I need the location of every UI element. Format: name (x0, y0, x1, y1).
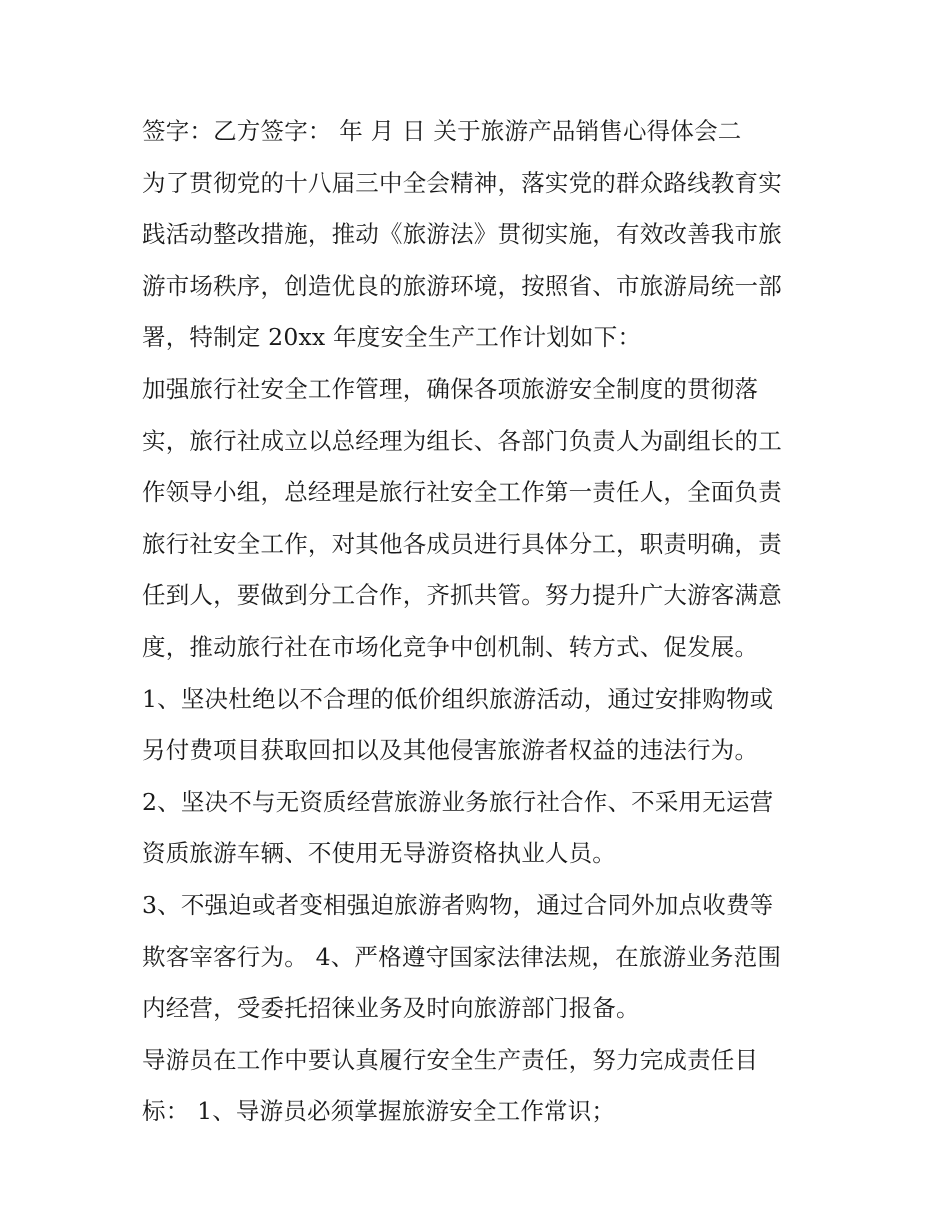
text-line: 导游员在工作中要认真履行安全生产责任，努力完成责任目 (142, 1045, 759, 1074)
text-line: 资质旅游车辆、不使用无导游资格执业人员。 (142, 839, 616, 868)
text-line: 2、坚决不与无资质经营旅游业务旅行社合作、不采用无运营 (142, 787, 774, 816)
text-line: 践活动整改措施，推动《旅游法》贯彻实施，有效改善我市旅 (142, 220, 782, 249)
text-line: 欺客宰客行为。 4、严格遵守国家法律法规，在旅游业务范围 (142, 942, 782, 971)
text-line: 署，特制定 20xx 年度安全生产工作计划如下： (142, 323, 642, 352)
text-line: 任到人，要做到分工合作，齐抓共管。努力提升广大游客满意 (142, 581, 782, 610)
text-line: 签字：乙方签字： 年 月 日 关于旅游产品销售心得体会二 (142, 117, 742, 145)
text-line: 度，推动旅行社在市场化竞争中创机制、转方式、促发展。 (142, 632, 759, 661)
text-line: 内经营，受委托招徕业务及时向旅游部门报备。 (142, 994, 640, 1023)
text-line: 另付费项目获取回扣以及其他侵害旅游者权益的违法行为。 (142, 736, 759, 765)
document-body (142, 106, 822, 1138)
text-line: 作领导小组，总经理是旅行社安全工作第一责任人，全面负责 (142, 478, 782, 507)
text-line: 标： 1、导游员必须掌握旅游安全工作常识； (142, 1097, 616, 1126)
text-line: 为了贯彻党的十八届三中全会精神，落实党的群众路线教育实 (142, 168, 782, 197)
text-line: 1、坚决杜绝以不合理的低价组织旅游活动，通过安排购物或 (142, 684, 774, 713)
text-line: 游市场秩序，创造优良的旅游环境，按照省、市旅游局统一部 (142, 271, 782, 300)
text-line: 3、不强迫或者变相强迫旅游者购物，通过合同外加点收费等 (142, 890, 774, 919)
text-line: 旅行社安全工作，对其他各成员进行具体分工，职责明确，责 (142, 529, 782, 558)
text-line: 实，旅行社成立以总经理为组长、各部门负责人为副组长的工 (142, 426, 782, 455)
text-line: 加强旅行社安全工作管理，确保各项旅游安全制度的贯彻落 (142, 374, 759, 403)
